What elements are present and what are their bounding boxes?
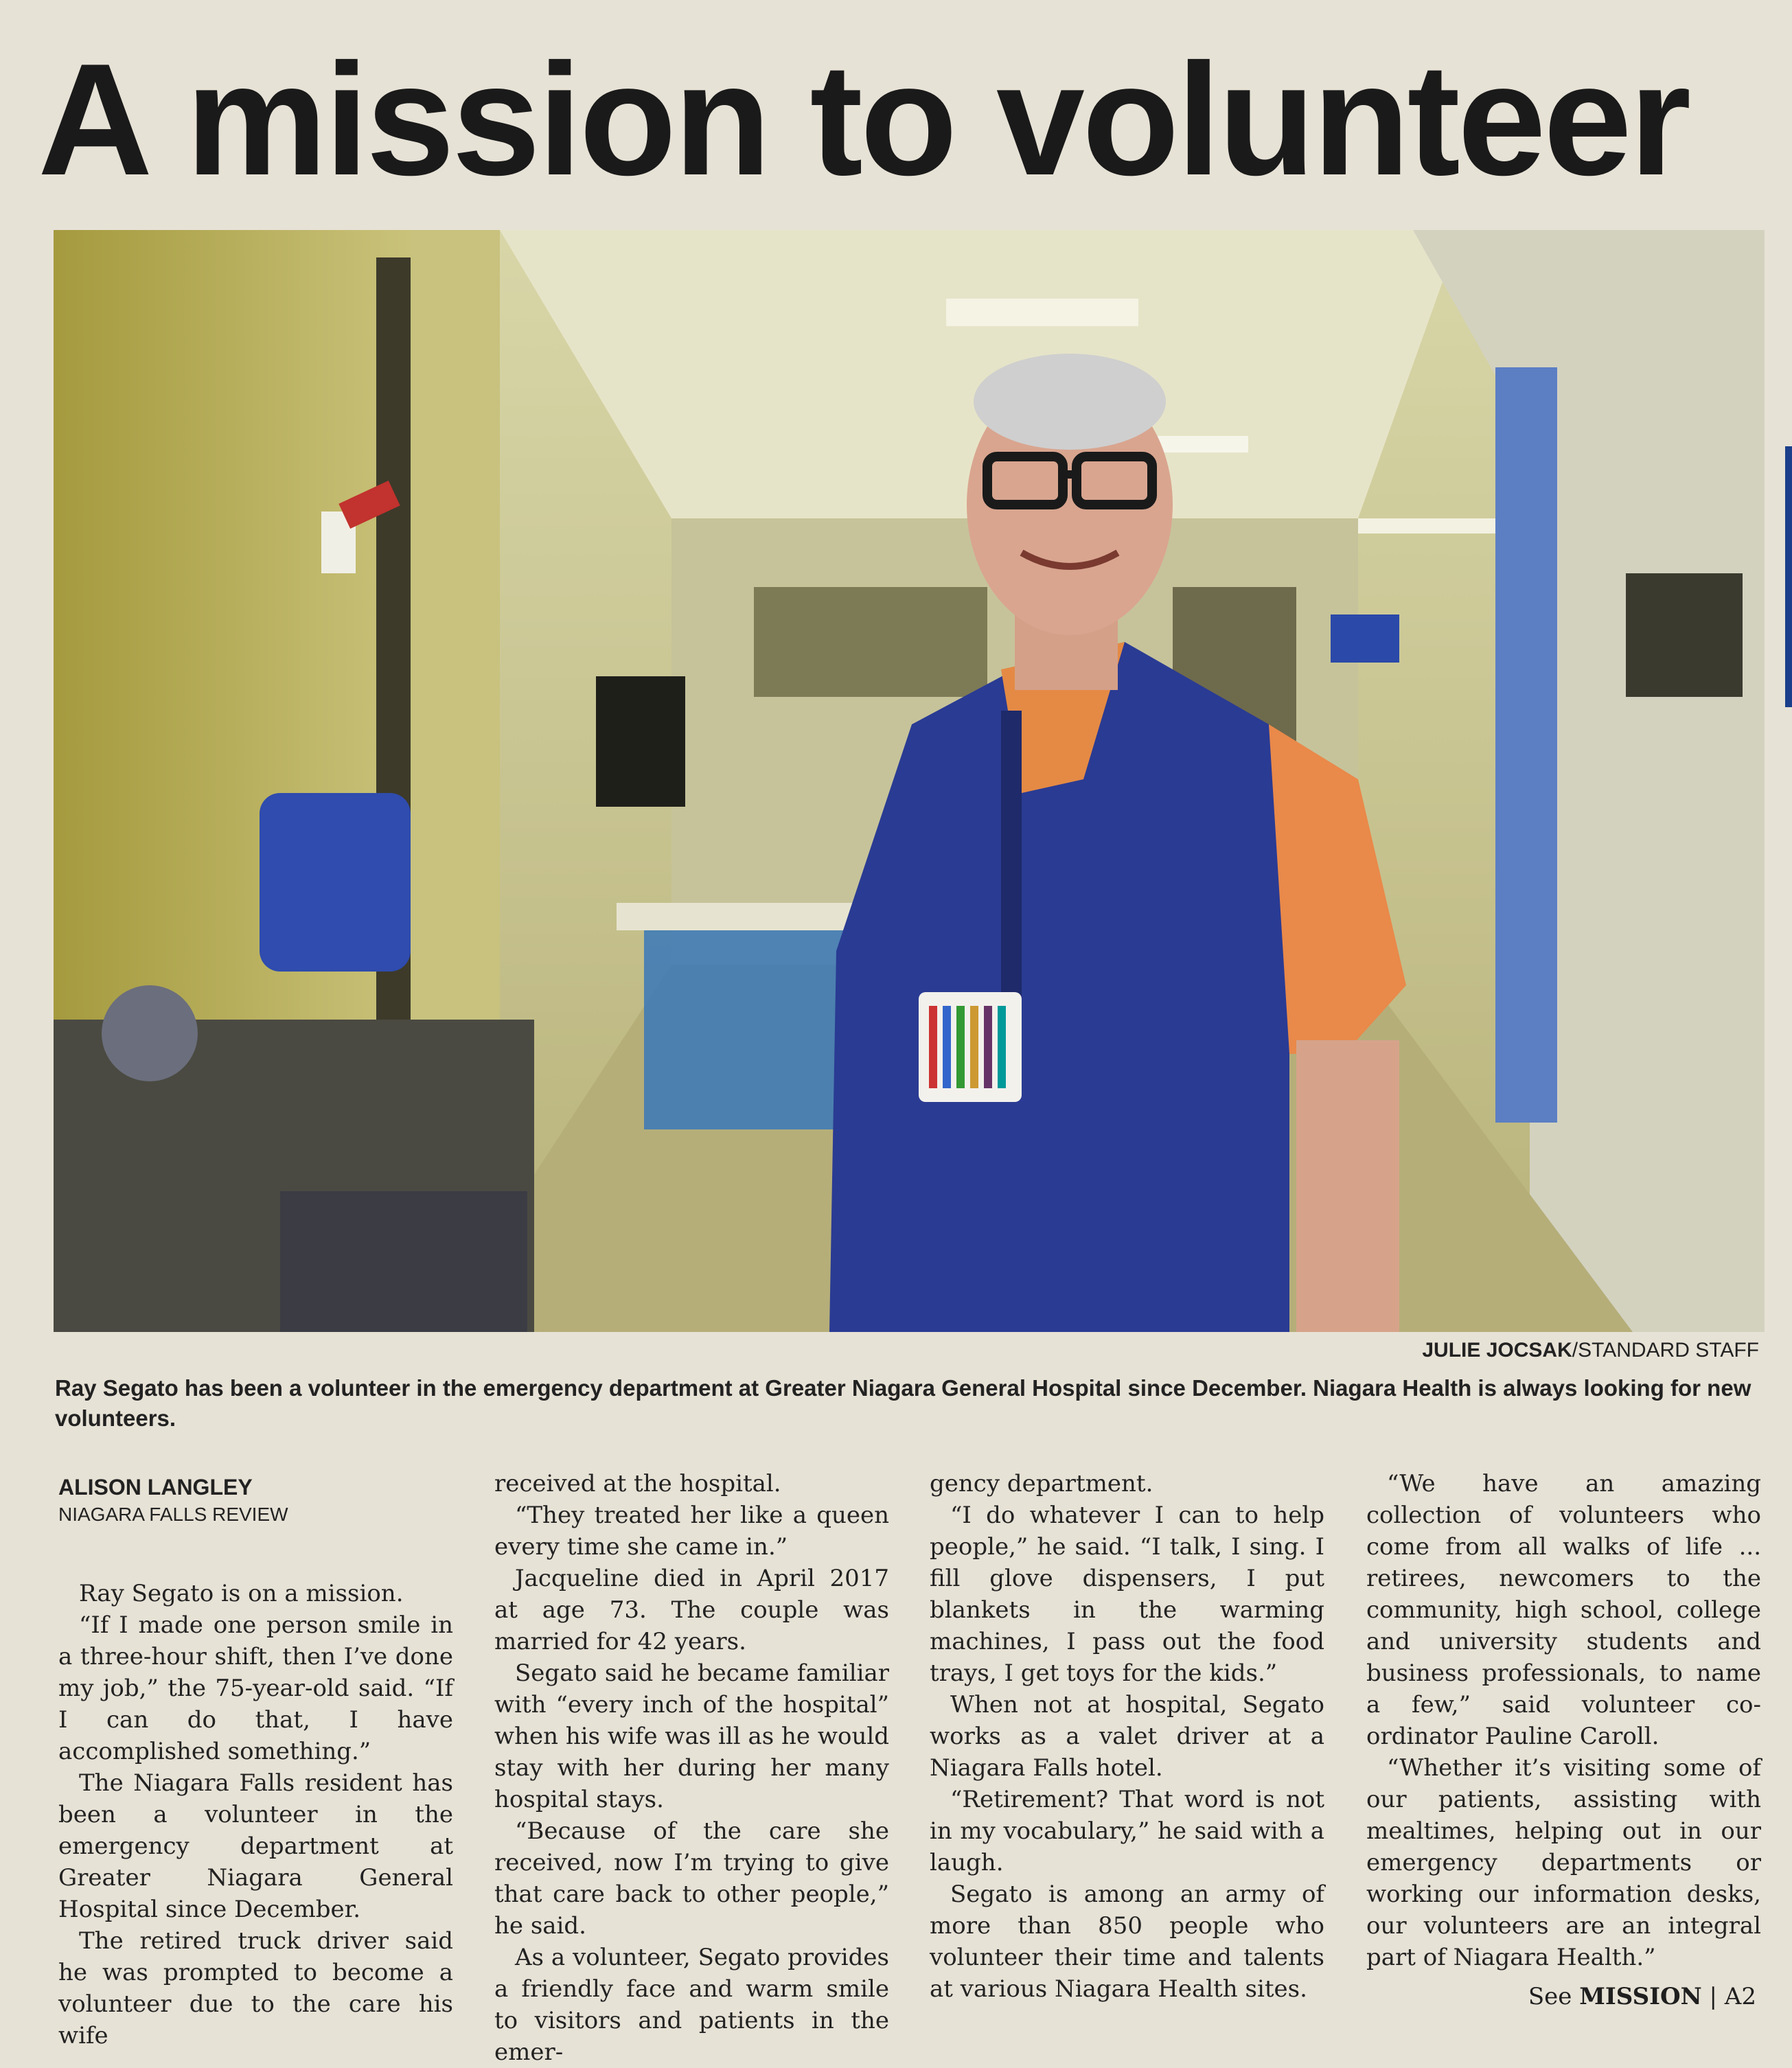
jump-line[interactable]	[1528, 1981, 1756, 2012]
byline-author: ALISON LANGLEY	[58, 1475, 253, 1500]
paragraph: The Niagara Falls resident has been a volunteer in the emergency department at Greater Niagara General Hospital since December.	[58, 1769, 453, 1923]
paragraph: As a volunteer, Segato provides a friendly face and warm smile to visitors and patients in the emer-	[494, 1944, 889, 2066]
paragraph: “Whether it’s visiting some of our patients, assisting with mealtimes, helping out in our emergency departments or working our information desks, our volunteers are an integral part of Niagara Health.”	[1366, 1754, 1761, 1971]
paragraph: Jacqueline died in April 2017 at age 73. The couple was married for 42 years.	[494, 1565, 889, 1655]
jump-page: | A2	[1709, 1983, 1756, 2010]
photo-credit	[1422, 1339, 1759, 1362]
paragraph: Segato said he became familiar with “every inch of the hospital” when his wife was ill as he would stay with her during her many hospital stays.	[494, 1659, 889, 1813]
hospital-photo-illustration	[54, 230, 1765, 1332]
paragraph: “I do whatever I can to help people,” he said. “I talk, I sing. I fill glove dispensers, I put blankets in the warming machines, I pass out the food trays, I get toys for the kids.”	[930, 1502, 1324, 1687]
paragraph: The retired truck driver said he was prompted to become a volunteer due to the care his wife	[58, 1927, 453, 2049]
photo-credit-name: JULIE JOCSAK	[1422, 1339, 1572, 1362]
paragraph: “If I made one person smile in a three-hour shift, then I’ve done my job,” the 75-year-old said. “If I can do that, I have accomplished something.”	[58, 1611, 453, 1765]
paragraph: “We have an amazing collection of volunteers who come from all walks of life ... retirees, newcomers to the community, high school, college and university students and business professionals, to name a few,” said volunteer co-ordinator Pauline Caroll.	[1366, 1470, 1761, 1750]
paragraph: Segato is among an army of more than 850 people who volunteer their time and talents at various Niagara Health sites.	[930, 1881, 1324, 2003]
paragraph: “Because of the care she received, now I’m trying to give that care back to other people,” he said.	[494, 1817, 889, 1940]
paragraph: gency department.	[930, 1470, 1153, 1497]
paragraph: received at the hospital.	[494, 1470, 781, 1497]
jump-keyword: MISSION	[1579, 1983, 1702, 2010]
photo-caption: Ray Segato has been a volunteer in the emergency department at Greater Niagara General Hospital since December. Niagara Health is always looking for new volunteers.	[55, 1375, 1751, 1431]
paragraph: Ray Segato is on a mission.	[79, 1580, 404, 1607]
page-edge-color-bar	[1785, 446, 1792, 707]
photo-credit-org: /STANDARD STAFF	[1572, 1339, 1759, 1362]
jump-prefix: See	[1528, 1983, 1572, 2010]
article-photo	[54, 230, 1765, 1332]
article-column-3	[930, 1468, 1324, 2005]
byline-outlet: NIAGARA FALLS REVIEW	[58, 1504, 288, 1525]
article-column-2	[494, 1468, 889, 2068]
paragraph: “Retirement? That word is not in my vocabulary,” he said with a laugh.	[930, 1786, 1324, 1876]
paragraph: “They treated her like a queen every time she came in.”	[494, 1502, 889, 1561]
headline: A mission to volunteer	[38, 31, 1689, 209]
article-column-4	[1366, 1468, 1761, 1973]
paragraph: When not at hospital, Segato works as a valet driver at a Niagara Falls hotel.	[930, 1691, 1324, 1782]
article-column-1	[58, 1468, 453, 2052]
